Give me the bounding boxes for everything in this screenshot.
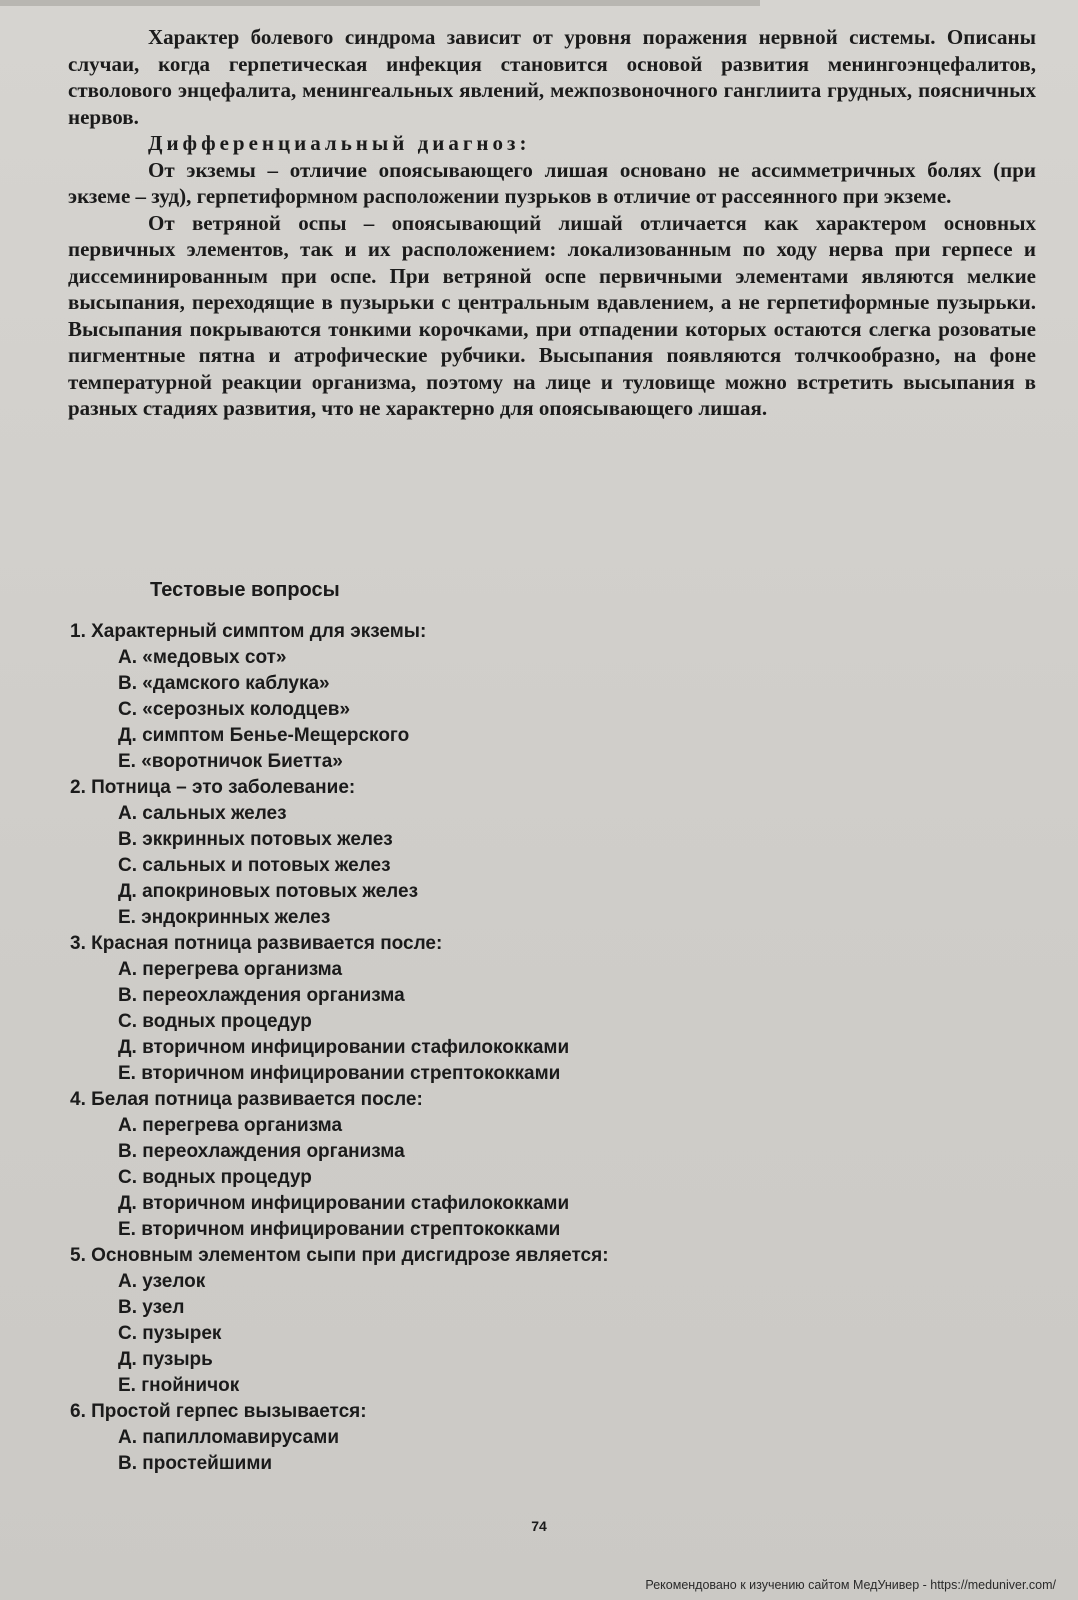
answer-option: Е. эндокринных желез <box>118 907 331 928</box>
answer-option: Д. вторичном инфицировании стафилококками <box>118 1037 570 1058</box>
tests-heading: Тестовые вопросы <box>150 579 340 601</box>
answer-option: С. водных процедур <box>118 1011 312 1032</box>
answer-option: Е. вторичном инфицировании стрептококками <box>118 1219 561 1240</box>
question-5: 5. Основным элементом сыпи при дисгидрозе является: <box>70 1245 609 1266</box>
body-text <box>68 24 1036 422</box>
page-edge-shadow <box>0 0 760 6</box>
answer-option: В. простейшими <box>118 1453 273 1474</box>
answer-option: В. переохлаждения организма <box>118 1141 405 1162</box>
answer-option: В. «дамского каблука» <box>118 673 330 694</box>
question-4: 4. Белая потница развивается после: <box>70 1089 423 1110</box>
differential-diagnosis-heading: Дифференциальный диагноз: <box>148 131 531 155</box>
answer-option: В. эккринных потовых желез <box>118 829 393 850</box>
answer-option: Д. вторичном инфицировании стафилококками <box>118 1193 570 1214</box>
question-2: 2. Потница – это заболевание: <box>70 777 356 798</box>
questions-list <box>70 619 970 1477</box>
answer-option: Е. «воротничок Биетта» <box>118 751 343 772</box>
answer-option: С. «серозных колодцев» <box>118 699 351 720</box>
answer-option: Е. гнойничок <box>118 1375 240 1396</box>
answer-option: С. пузырек <box>118 1323 222 1344</box>
question-1: 1. Характерный симптом для экземы: <box>70 621 427 642</box>
question-3: 3. Красная потница развивается после: <box>70 933 443 954</box>
answer-option: С. водных процедур <box>118 1167 312 1188</box>
answer-option: А. «медовых сот» <box>118 647 287 668</box>
answer-option: С. сальных и потовых желез <box>118 855 391 876</box>
answer-option: А. перегрева организма <box>118 1115 343 1136</box>
answer-option: Е. вторичном инфицировании стрептококками <box>118 1063 561 1084</box>
answer-option: Д. апокриновых потовых желез <box>118 881 419 902</box>
answer-option: А. сальных желез <box>118 803 287 824</box>
paragraph-chickenpox: От ветряной оспы – опоясывающий лишай отличается как характером основных первичных элементов, так и их расположением: локализованным по ходу нерва при герпесе и диссеминированным при оспе. При ветряной оспе первичными элементами являются мелкие высыпания, переходящие в пузырьки с центральным вдавлением, а не герпетиформные пузырьки. Высыпания покрываются тонкими корочками, при отпадении которых остаются слегка розоватые пигментные пятна и атрофические рубчики. Высыпания появляются толчкообразно, на фоне температурной реакции организма, поэтому на лице и туловище можно встретить высыпания в разных стадиях развития, что не характерно для опоясывающего лишая. <box>68 210 1036 420</box>
page-number: 74 <box>531 1518 547 1534</box>
answer-option: А. папилломавирусами <box>118 1427 340 1448</box>
paragraph-eczema: От экземы – отличие опоясывающего лишая основано не ассимметричных болях (при экземе – зуд), герпетиформном расположении пузрьков в отличие от рассеянного при экземе. <box>68 157 1036 208</box>
question-6: 6. Простой герпес вызывается: <box>70 1401 367 1422</box>
watermark-text: Рекомендовано к изучению сайтом МедУнивер - https://meduniver.com/ <box>645 1578 1056 1592</box>
paragraph-pain-syndrome: Характер болевого синдрома зависит от уровня поражения нервной системы. Описаны случаи, когда герпетическая инфекция становится основой развития менингоэнцефалитов, стволового энцефалита, менингеальных явлений, межпозвоночного ганглиита грудных, поясничных нервов. <box>68 25 1036 129</box>
answer-option: В. переохлаждения организма <box>118 985 405 1006</box>
answer-option: Д. пузырь <box>118 1349 213 1370</box>
answer-option: В. узел <box>118 1297 185 1318</box>
answer-option: Д. симптом Бенье-Мещерского <box>118 725 410 746</box>
answer-option: А. узелок <box>118 1271 206 1292</box>
answer-option: А. перегрева организма <box>118 959 343 980</box>
